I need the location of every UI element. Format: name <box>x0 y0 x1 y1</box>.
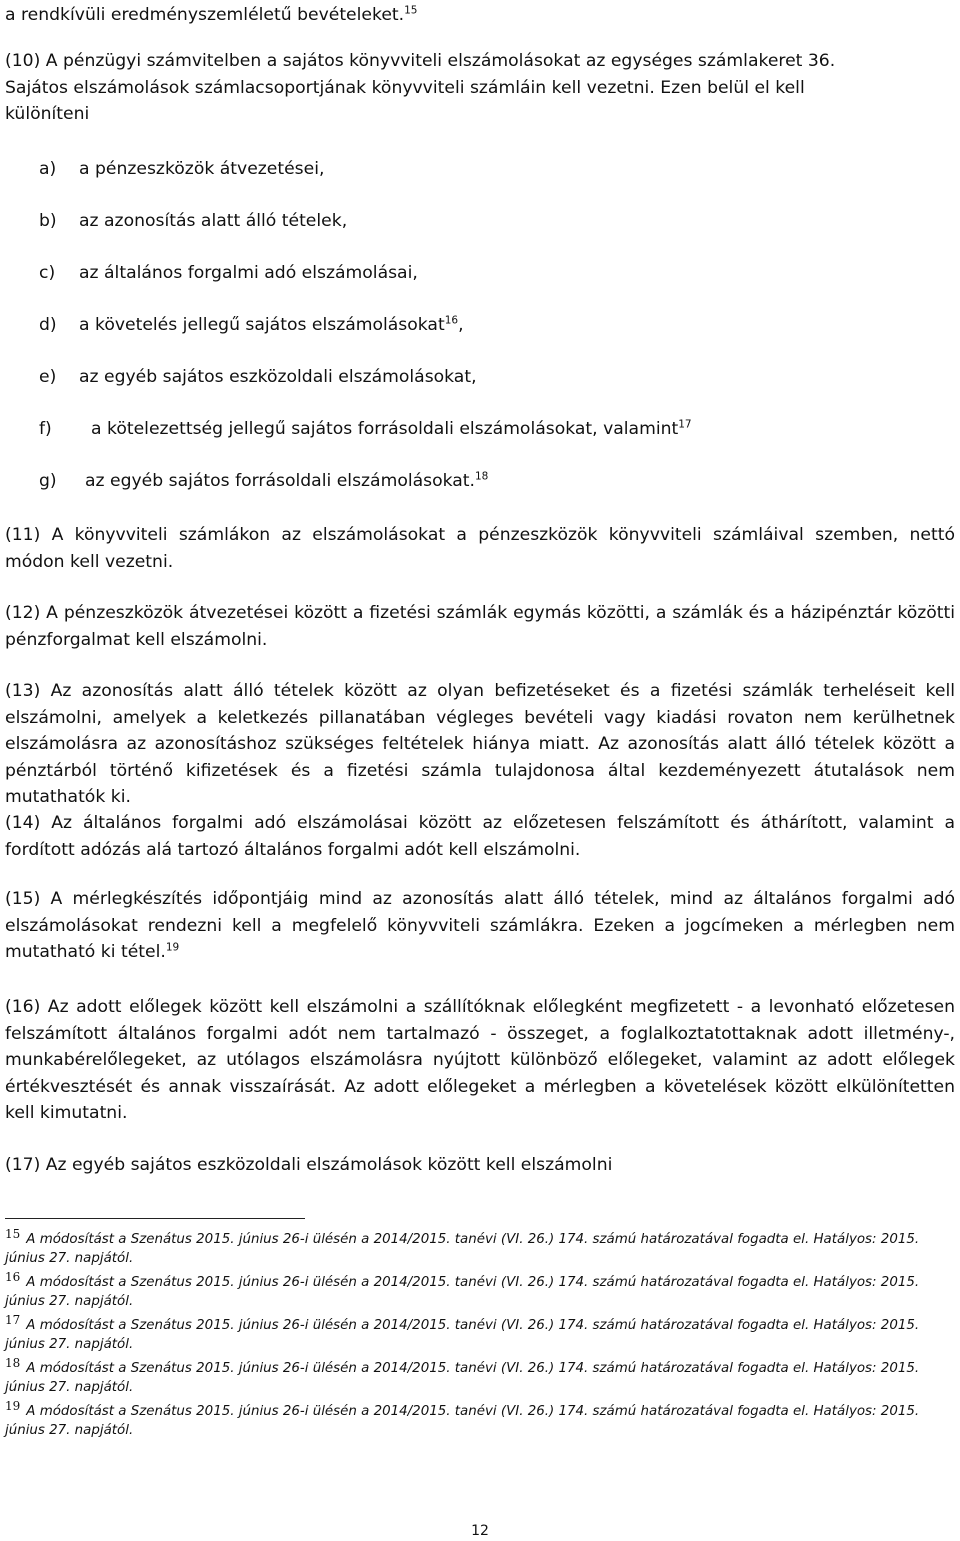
paragraph-10 <box>5 48 955 128</box>
paragraph-12: (12) A pénzeszközök átvezetései között a fizetési számlák egymás közötti, a számlák és a házipénztár közötti pénzforgalmat kell elszámolni. <box>5 603 955 650</box>
footnote-ref: 15 <box>404 4 418 17</box>
footnote-ref: 18 <box>475 470 489 483</box>
paragraph-13: (13) Az azonosítás alatt álló tételek között az olyan befizetéseket és a fizetési számlák terheléseit kell elszámolni, amelyek a keletkezés pillanatában végleges bevételi vagy kiadási rovaton nem kerülhetnek elszámolásra az azonosításhoz szükséges feltételek hiánya miatt. Az azonosítás alatt álló tételek között a pénztárból történő kifizetések és a fizetési számla tulajdonosa által kezdeményezett átutalások nem mutathatók ki. <box>5 681 955 807</box>
paragraph-10-line: (10) A pénzügyi számvitelben a sajátos könyvviteli elszámolásokat az egységes számlakeret 36. <box>5 51 836 71</box>
list-item: f) a kötelezettség jellegű sajátos forrásoldali elszámolásokat, valamint$^{17}$ <box>39 418 692 439</box>
paragraph-14: (14) Az általános forgalmi adó elszámolásai között az előzetesen felszámított és áthárított, valamint a fordított adózás alá tartozó általános forgalmi adót kell elszámolni. <box>5 813 955 860</box>
list-item: a) a pénzeszközök átvezetései, <box>39 159 325 179</box>
list-item: d) a követelés jellegű sajátos elszámolásokat$^{16}$, <box>39 314 464 335</box>
footnote: 16 A módosítást a Szenátus 2015. június 26-i ülésén a 2014/2015. tanévi (VI. 26.) 174. számú határozatával fogadta el. Hatályos: 2015. június 27. napjától. <box>5 1269 920 1309</box>
paragraph-16: (16) Az adott előlegek között kell elszámolni a szállítóknak előlegként megfizetett - a levonható előzetesen felszámított általános forgalmi adót nem tartalmazó - összeget, a foglalkoztatottaknak adott illetmény-, munkabérelőlegeket, az utólagos elszámolásra nyújtott különböző előlegeket, valamint az adott előlegek értékvesztését és annak visszaírását. Az adott előlegeket a mérlegben a követelések között elkülönítetten kell kimutatni. <box>5 997 955 1123</box>
footnote-ref: 17 <box>678 418 692 431</box>
paragraph-15: (15) A mérlegkészítés időpontjáig mind az azonosítás alatt álló tételek, mind az általános forgalmi adó elszámolásokat rendezni kell a megfelelő könyvviteli számlákra. Ezeken a jogcímeken a mérlegben nem mutatható ki tétel.$^{19}$ <box>5 889 955 962</box>
list-item: c) az általános forgalmi adó elszámolásai, <box>39 263 418 283</box>
footnote: 15 A módosítást a Szenátus 2015. június 26-i ülésén a 2014/2015. tanévi (VI. 26.) 174. számú határozatával fogadta el. Hatályos: 2015. június 27. napjától. <box>5 1226 920 1266</box>
footnote-separator <box>5 1218 305 1219</box>
paragraph-11: (11) A könyvviteli számlákon az elszámolásokat a pénzeszközök könyvviteli számláival szemben, nettó módon kell vezetni. <box>5 525 955 572</box>
list-item: b) az azonosítás alatt álló tételek, <box>39 211 348 231</box>
paragraph-17: (17) Az egyéb sajátos eszközoldali elszámolások között kell elszámolni <box>5 1155 613 1175</box>
footnote-ref: 19 <box>165 941 180 954</box>
list-item: e) az egyéb sajátos eszközoldali elszámolásokat, <box>39 367 477 387</box>
footnote: 18 A módosítást a Szenátus 2015. június 26-i ülésén a 2014/2015. tanévi (VI. 26.) 174. számú határozatával fogadta el. Hatályos: 2015. június 27. napjától. <box>5 1355 920 1395</box>
list-item: g) az egyéb sajátos forrásoldali elszámolásokat.$^{18}$ <box>39 470 489 491</box>
footnote: 19 A módosítást a Szenátus 2015. június 26-i ülésén a 2014/2015. tanévi (VI. 26.) 174. számú határozatával fogadta el. Hatályos: 2015. június 27. napjától. <box>5 1398 920 1438</box>
paragraph-10-line: különíteni <box>5 104 90 124</box>
footnote-ref: 16 <box>444 314 459 327</box>
page-number: 12 <box>471 1523 489 1539</box>
continuation-line: a rendkívüli eredményszemléletű bevételeket.$^{15}$ <box>5 4 418 25</box>
footnote: 17 A módosítást a Szenátus 2015. június 26-i ülésén a 2014/2015. tanévi (VI. 26.) 174. számú határozatával fogadta el. Hatályos: 2015. június 27. napjától. <box>5 1312 920 1352</box>
paragraph-10-line: Sajátos elszámolások számlacsoportjának könyvviteli számláin kell vezetni. Ezen belül el kell <box>5 77 805 98</box>
